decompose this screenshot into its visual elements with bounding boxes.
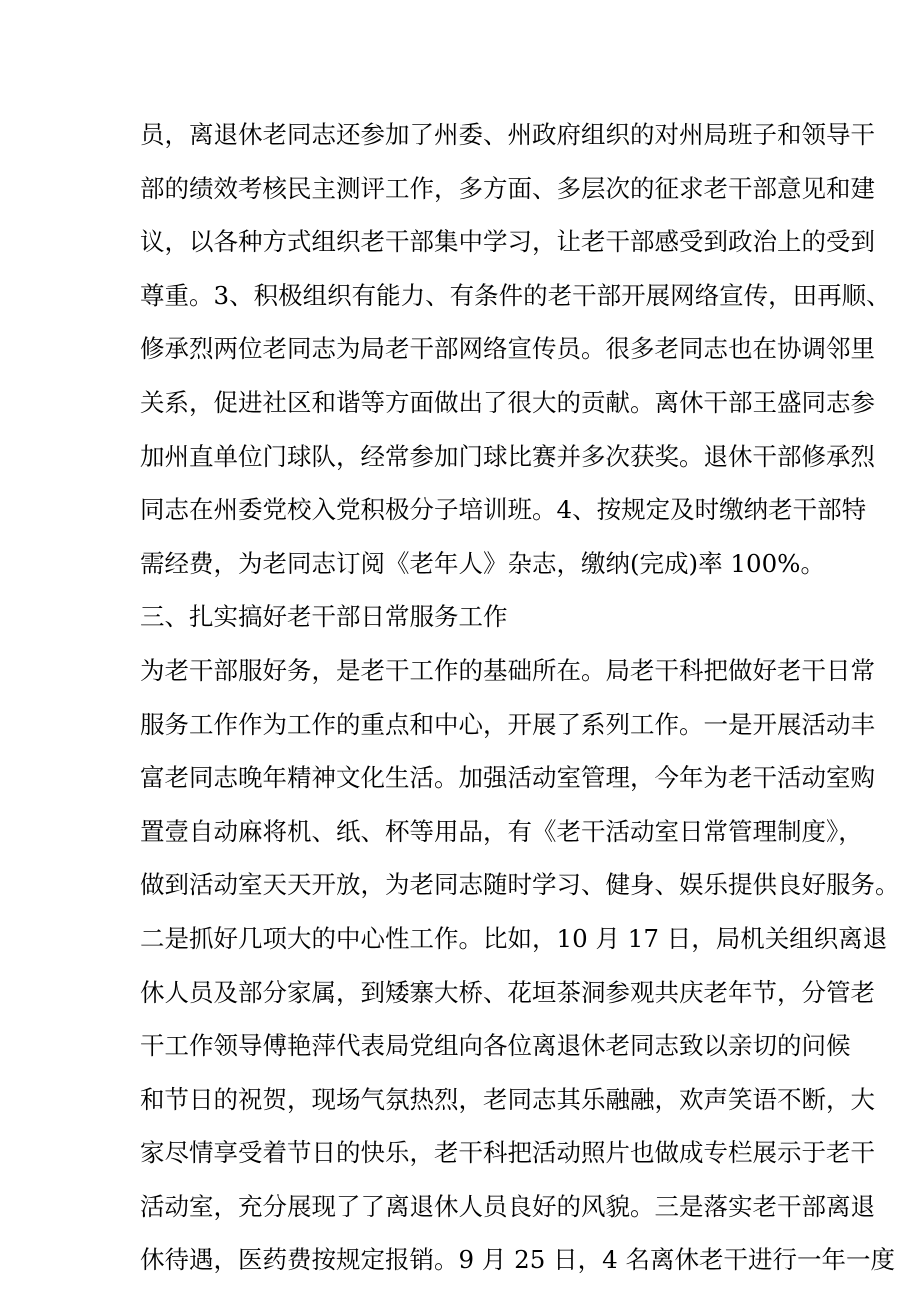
text-line: 活动室，充分展现了了离退休人员良好的风貌。三是落实老干部离退 <box>140 1191 875 1221</box>
section-heading: 三、扎实搞好老干部日常服务工作 <box>140 602 508 632</box>
text-line: 加州直单位门球队，经常参加门球比赛并多次获奖。退休干部修承烈 <box>140 441 875 471</box>
text-line: 干工作领导傅艳萍代表局党组向各位离退休老同志致以亲切的问候 <box>140 1031 851 1061</box>
text-line: 部的绩效考核民主测评工作，多方面、多层次的征求老干部意见和建 <box>140 173 875 203</box>
text-line: 员，离退休老同志还参加了州委、州政府组织的对州局班子和领导干 <box>140 120 875 149</box>
text-line: 同志在州委党校入党积极分子培训班。4、按规定及时缴纳老干部特 <box>140 495 867 525</box>
text-line: 修承烈两位老同志为局老干部网络宣传员。很多老同志也在协调邻里 <box>140 334 875 364</box>
text-line: 服务工作作为工作的重点和中心，开展了系列工作。一是开展活动丰 <box>140 709 875 739</box>
text-line: 富老同志晚年精神文化生活。加强活动室管理，今年为老干活动室购 <box>140 763 875 793</box>
text-line: 尊重。3、积极组织有能力、有条件的老干部开展网络宣传，田再顺、 <box>140 280 891 310</box>
text-line: 需经费，为老同志订阅《老年人》杂志，缴纳(完成)率 100%。 <box>140 548 825 578</box>
text-line: 置壹自动麻将机、纸、杯等用品，有《老干活动室日常管理制度》， <box>140 816 863 846</box>
text-line: 做到活动室天天开放，为老同志随时学习、健身、娱乐提供良好服务。 <box>140 870 900 900</box>
text-line: 休待遇，医药费按规定报销。9 月 25 日，4 名离休老干进行一年一度 <box>140 1245 895 1275</box>
text-line: 休人员及部分家属，到矮寨大桥、花垣茶洞参观共庆老年节，分管老 <box>140 977 875 1007</box>
text-line: 为老干部服好务，是老干工作的基础所在。局老干科把做好老干日常 <box>140 655 875 685</box>
text-line: 二是抓好几项大的中心性工作。比如，10 月 17 日，局机关组织离退 <box>140 923 888 953</box>
text-line: 关系，促进社区和谐等方面做出了很大的贡献。离休干部王盛同志参 <box>140 387 875 417</box>
text-line: 和节日的祝贺，现场气氛热烈，老同志其乐融融，欢声笑语不断，大 <box>140 1084 875 1114</box>
text-line: 家尽情享受着节日的快乐，老干科把活动照片也做成专栏展示于老干 <box>140 1138 875 1168</box>
document-body-text <box>140 108 900 1287</box>
text-line: 议，以各种方式组织老干部集中学习，让老干部感受到政治上的受到 <box>140 227 875 257</box>
